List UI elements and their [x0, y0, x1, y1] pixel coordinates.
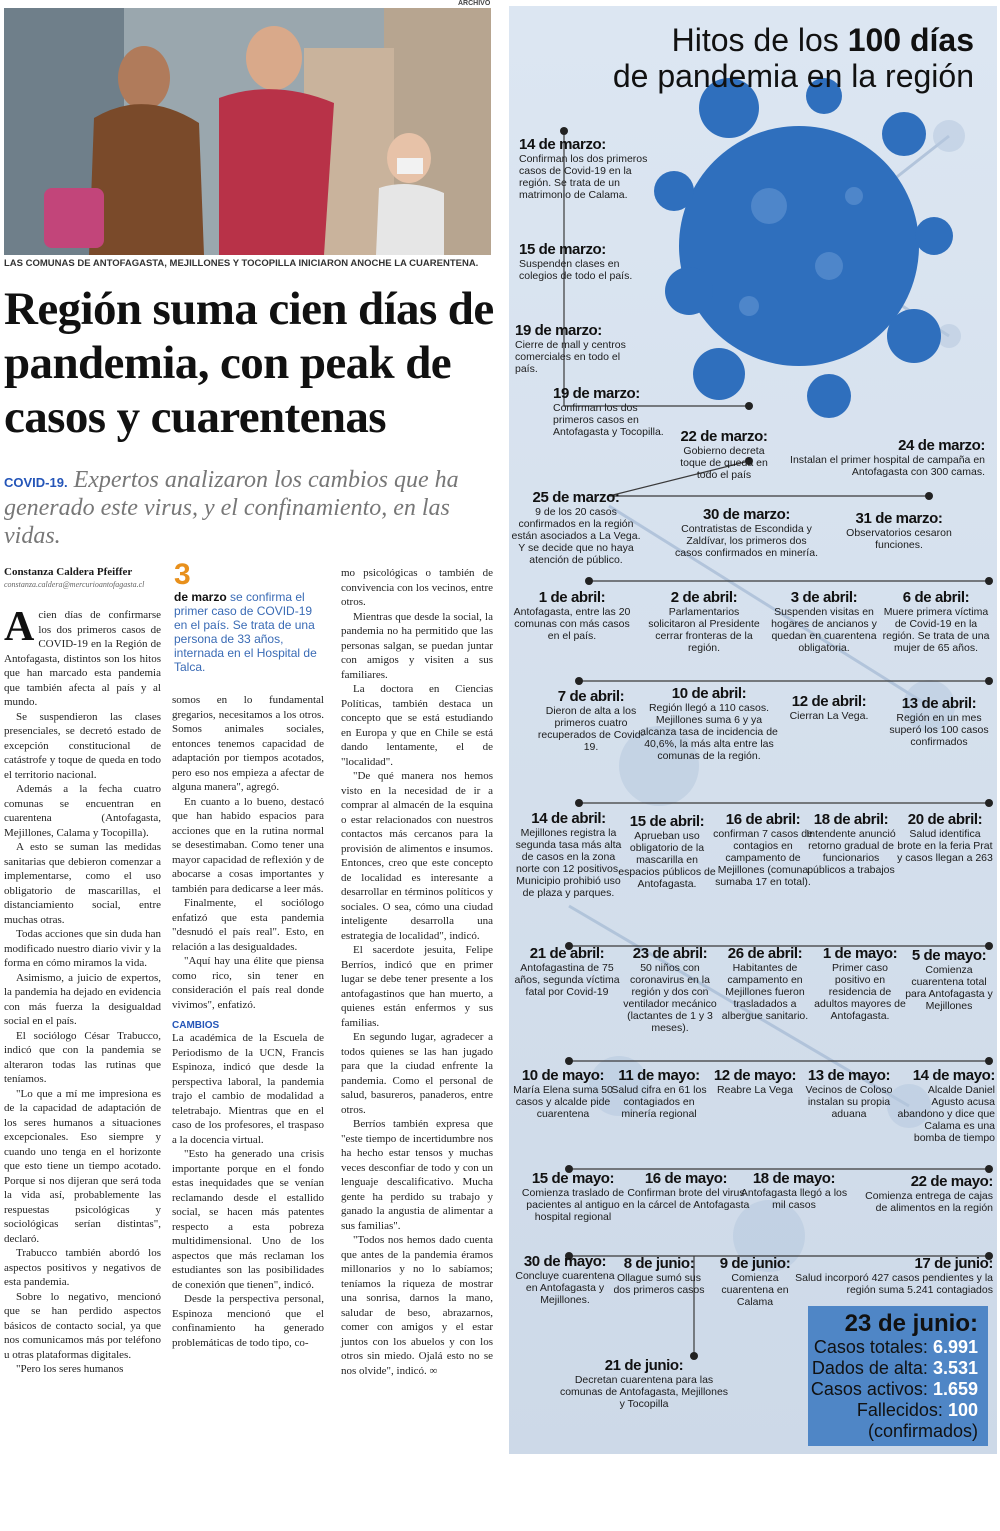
timeline-event: 13 de mayo: Vecinos de Coloso instalan su propia aduana [805, 1067, 893, 1120]
timeline-event: 14 de marzo: Confirman los dos primeros casos de Covid-19 en la región. Se trata de un matrimonio de Calama. [519, 136, 648, 201]
photo-caption: LAS COMUNAS DE ANTOFAGASTA, MEJILLONES Y TOCOPILLA INICIARON ANOCHE LA CUARENTENA. [4, 258, 479, 269]
timeline-event: 26 de abril: Habitantes de campamento en Mejillones fueron trasladados a albergue sanitario. [721, 945, 809, 1022]
paragraph: Asimismo, a juicio de expertos, la pandemia ha dejado en evidencia con más fuerza la desigualdad social en el país. [4, 971, 161, 1027]
lead-tag: COVID-19. [4, 475, 68, 490]
article-column-2 [172, 693, 324, 1350]
paragraph: La académica de la Escuela de Periodismo de la UCN, Francis Espinoza, indicó que desde la perspectiva laboral, la pandemia trajo el cambio de modalidad a teletrabajo. Mientras que en el caso de los profesores, el traspaso a la docencia virtual. [172, 1032, 324, 1146]
timeline-event: 10 de mayo: María Elena suma 50 casos y alcalde pide cuarentena [513, 1067, 613, 1120]
callout-body: se confirma el primer caso de COVID-19 en el país. Se trata de una persona de 33 años, internada en el Hospital de Talca. [174, 590, 317, 674]
timeline-event: 9 de junio: Comienza cuarentena en Calama [719, 1255, 791, 1308]
timeline-event: 7 de abril: Dieron de alta a los primeros cuatro recuperados de Covid-19. [537, 688, 645, 753]
paragraph: Desde la perspectiva personal, Espinoza mencionó que el confinamiento ha generado problemáticas de todo tipo, co- [172, 1293, 324, 1349]
timeline-event: 16 de abril: confirman 7 casos de contagios en campamento de Mejillones (comuna sumaba 17 en total). [713, 811, 813, 888]
byline [4, 566, 164, 589]
timeline-event: 1 de abril: Antofagasta, entre las 20 comunas con más casos en el país. [513, 589, 631, 642]
infographic-title [524, 22, 974, 94]
timeline-event: 1 de mayo: Primer caso positivo en residencia de adultos mayores de Antofagasta. [814, 945, 906, 1022]
summary-row: Casos activos: 1.659 [810, 1379, 978, 1399]
paragraph: Mientras que desde la social, la pandemia no ha permitido que las personas salgan, se puedan juntar con amigos y visiten a sus familiares. [341, 610, 493, 681]
timeline-event: 16 de mayo: Confirman brote del virus en la cárcel de Antofagasta [622, 1170, 750, 1211]
callout-text [174, 590, 324, 674]
news-photo [4, 8, 491, 255]
paragraph: Sobre lo negativo, mencionó que se han perdido aspectos básicos de contacto social, ya que nos comunicamos más por teléfono u otras plataformas digitales. [4, 1290, 161, 1361]
title-post: de pandemia en la región [612, 58, 974, 94]
timeline-event: 14 de mayo: Alcalde Daniel Agusto acusa abandono y dice que Calama es una bomba de tiempo [897, 1067, 995, 1144]
headline: Región suma cien días de pandemia, con peak de casos y cuarentenas [4, 283, 494, 443]
paragraph: "Lo que a mí me impresiona es de la capacidad de adaptación de los seres humanos a situaciones excepcionales. Eso siempre y cuando uno tenga en el horizonte que esto tiene un tiempo acotado. Porque si nos dijeran que será toda la vida así, probablemente las respuestas psicológicas y sociológicas serían distintas", declaró. [4, 1087, 161, 1245]
timeline-event: 17 de junio: Salud incorporó 427 casos pendientes y la región suma 5.241 contagiados [795, 1255, 993, 1296]
callout-date: de marzo [174, 590, 227, 604]
paragraph: Trabucco también abordó los aspectos positivos y negativos de esta pandemia. [4, 1247, 161, 1288]
photo-credit: ARCHIVO [458, 0, 491, 7]
timeline-event: 18 de abril: Intendente anunció retorno gradual de funcionarios públicos a trabajos [806, 811, 896, 876]
paragraph: cien días de confirmarse los dos primeros casos de COVID-19 en la Región de Antofagasta, distintos son los hitos que han marcado esta pandemia que también afecta al país y al mundo. [4, 609, 161, 708]
paragraph: "Pero los seres humanos [16, 1363, 124, 1375]
infographic [509, 6, 997, 1454]
paragraph: "Todos nos hemos dado cuenta que antes de la pandemia éramos millonarios y no lo sabíamos; teníamos la riqueza de mostrar una sonrisa, darnos la mano, saludar de beso, abrazarnos, comer con amigos y el estar juntos con los abuelos y con los otros sin miedo. Ojalá esto no se nos olvide", indicó. ∞ [341, 1234, 493, 1377]
section-subhead: CAMBIOS [172, 1020, 220, 1031]
article-column-1 [4, 604, 161, 1377]
timeline-event: 23 de abril: 50 niños con coronavirus en la región y dos con ventilador mecánico (lactantes de 1 y 3 meses). [623, 945, 717, 1034]
timeline-event: 15 de marzo: Suspenden clases en colegios de todo el país. [519, 241, 633, 282]
summary-row: Dados de alta: 3.531 [811, 1358, 978, 1378]
timeline-event: 15 de abril: Aprueban uso obligatorio de la mascarilla en espacios públicos de Antofagasta. [618, 813, 716, 890]
paragraph: mo psicológicas o también de convivencia con los vecinos, entre otros. [341, 567, 493, 608]
timeline-event: 6 de abril: Muere primera víctima de Covid-19 en la región. Se trata de una mujer de 65 años. [882, 589, 990, 654]
paragraph: somos en lo fundamental gregarios, necesitamos a los otros. Somos animales sociales, entonces tenemos capacidad de adaptación por tiempos acotados, pero eso nos empieza a afectar de alguna manera", agregó. [172, 694, 324, 793]
byline-email[interactable]: constanza.caldera@mercurioantofagasta.cl [4, 580, 145, 589]
timeline-event: 8 de junio: Ollague sumó sus dos primeros casos [613, 1255, 705, 1296]
summary-box [808, 1306, 988, 1446]
timeline-event: 15 de mayo: Comienza traslado de pacientes al antiguo hospital regional [521, 1170, 625, 1223]
timeline-event: 12 de abril: Cierran La Vega. [789, 693, 869, 722]
timeline-event: 21 de junio: Decretan cuarentena para las comunas de Antofagasta, Mejillones y Tocopilla [559, 1357, 729, 1410]
timeline-event: 22 de marzo: Gobierno decreta toque de queda en todo el país [680, 428, 768, 481]
timeline-event: 21 de abril: Antofagastina de 75 años, segunda víctima fatal por Covid-19 [514, 945, 620, 998]
article-column-3 [341, 566, 493, 1378]
dropcap: A [4, 604, 35, 650]
summary-row: Casos totales: 6.991 [813, 1337, 978, 1357]
paragraph: En segundo lugar, agradecer a todos quienes se las han jugado para que la ciudad enfrente la pandemia. Como el personal de salud, basureros, panaderos, entre otros. [341, 1031, 493, 1116]
timeline-event: 30 de marzo: Contratistas de Escondida y Zaldívar, los primeros dos casos confirmados en minería. [675, 506, 818, 559]
timeline-event: 2 de abril: Parlamentarios solicitaron al Presidente cerrar fronteras de la región. [648, 589, 760, 654]
timeline-event: 13 de abril: Región en un mes superó los 100 casos confirmados [889, 695, 989, 748]
paragraph: Todas acciones que sin duda han modificado nuestro diario vivir y la forma en cómo miramos la vida. [4, 928, 161, 969]
paragraph: A esto se suman las medidas sanitarias que debieron comenzar a implementarse, como el uso obligatorio de mascarillas, el distanciamiento social, entre muchas otras. [4, 841, 161, 926]
summary-date: 23 de junio: [844, 1310, 978, 1337]
byline-author: Constanza Caldera Pfeiffer [4, 566, 133, 578]
timeline-event: 22 de mayo: Comienza entrega de cajas de alimentos en la región [865, 1173, 993, 1214]
paragraph: En cuanto a lo bueno, destacó que han habido espacios para acciones que en la rutina normal se desestimaban. Como tener una mayor capacidad de reflexión y de abocarse a cosas importantes y también para dedicarse a leer más. [172, 795, 324, 895]
timeline-event: 12 de mayo: Reabre La Vega [713, 1067, 797, 1096]
timeline-event: 19 de marzo: Cierre de mall y centros comerciales en todo el país. [515, 322, 626, 375]
timeline-event: 19 de marzo: Confirman los dos primeros casos en Antofagasta y Tocopilla. [553, 385, 664, 438]
paragraph: "Aquí hay una élite que piensa como rico, sin tener en consideración el país real donde vivimos", enfatizó. [172, 955, 324, 1011]
timeline-event: 11 de mayo: Salud cifra en 61 los contagiados en minería regional [611, 1067, 707, 1120]
paragraph: El sacerdote jesuita, Felipe Berríos, indicó que en primer lugar se debe tener presente a los antofagastinos que han muerto, a quienes están enfermos y sus familias. [341, 944, 493, 1029]
timeline-event: 10 de abril: Región llegó a 110 casos. Mejillones suma 6 y ya alcanza tasa de incidencia de 40,6%, la más alta entre las comunas de la región. [640, 685, 778, 762]
title-pre: Hitos de los [671, 22, 839, 58]
paragraph: "De qué manera nos hemos visto en la necesidad de ir a comprar al almacén de la esquina o estar relacionados con nuestros contactos más cercanos para la provisión de alimentos e insumos. Entonces, creo que este concepto de localidad es interesante a desarrollar en términos políticos y sociales. O sea, cómo una ciudad inteligente desarrolla una estrategia de localidad", indicó. [341, 770, 493, 942]
timeline-event: 25 de marzo: 9 de los 20 casos confirmados en la región están asociados a La Vega. Y se decide que no haya atención de público. [511, 489, 641, 566]
summary-note: (confirmados) [867, 1421, 978, 1441]
title-bold: 100 días [847, 22, 974, 58]
timeline-event: 3 de abril: Suspenden visitas en hogares de ancianos y quedan en cuarentena obligatoria. [771, 589, 877, 654]
timeline-event: 30 de mayo: Concluye cuarentena en Antofagasta y Mejillones. [515, 1253, 615, 1306]
lead [4, 466, 494, 550]
timeline-event: 14 de abril: Mejillones registra la segunda tasa más alta de casos en la zona norte con 12 positivos. Municipio prohibió uso de plaza y parques. [515, 810, 622, 899]
timeline-event: 24 de marzo: Instalan el primer hospital de campaña en Antofagasta con 300 camas. [790, 437, 985, 478]
timeline-event: 18 de mayo: Antofagasta llegó a los mil casos [740, 1170, 848, 1211]
paragraph: La doctora en Ciencias Políticas, también destaca un concepto que se está estudiando en Europa y que en Chile se está dando lentamente, el de "localidad". [341, 683, 493, 768]
callout [174, 560, 324, 674]
timeline-event: 31 de marzo: Observatorios cesaron funciones. [846, 510, 952, 551]
paragraph: El sociólogo César Trabucco, indicó que con la pandemia se alteraron todas las rutinas que teníamos. [4, 1029, 161, 1085]
lead-text: Expertos analizaron los cambios que ha generado este virus, y el confinamiento, en las vidas. [4, 467, 459, 549]
paragraph: Se suspendieron las clases presenciales, se decretó estado de excepción constitucional de catástrofe y toque de queda en todo el territorio nacional. [4, 710, 161, 781]
paragraph: Finalmente, el sociólogo enfatizó que esta pandemia "desnudó el país real". Esto, en relación a las desigualdades. [172, 897, 324, 953]
summary-row: Fallecidos: 100 [856, 1400, 978, 1420]
callout-number: 3 [174, 558, 191, 591]
timeline-event: 20 de abril: Salud identifica brote en la feria Prat y casos llegan a 263 [897, 811, 993, 864]
paragraph: "Esto ha generado una crisis importante porque en el fondo estas inequidades que se venían reclamando desde el estallido social, se hacen más patentes respecto a esta pobreza multidimensional. Uno de los aspectos que más reclaman los estudiantes son las posibilidades de conexión que tienen", indicó. [172, 1148, 324, 1291]
paragraph: Berríos también expresa que "este tiempo de incertidumbre nos ha hecho estar tensos y muchas veces desconfiar de todo y con un lenguaje descalificativo. Mucha gente ha perdido su trabajo y ganado la angustia de alimentar a sus familias". [341, 1118, 493, 1232]
paragraph: Además a la fecha cuatro comunas se encuentran en cuarentena (Antofagasta, Mejillones, Calama y Tocopilla). [4, 783, 161, 839]
timeline-event: 5 de mayo: Comienza cuarentena total para Antofagasta y Mejillones [905, 947, 993, 1012]
